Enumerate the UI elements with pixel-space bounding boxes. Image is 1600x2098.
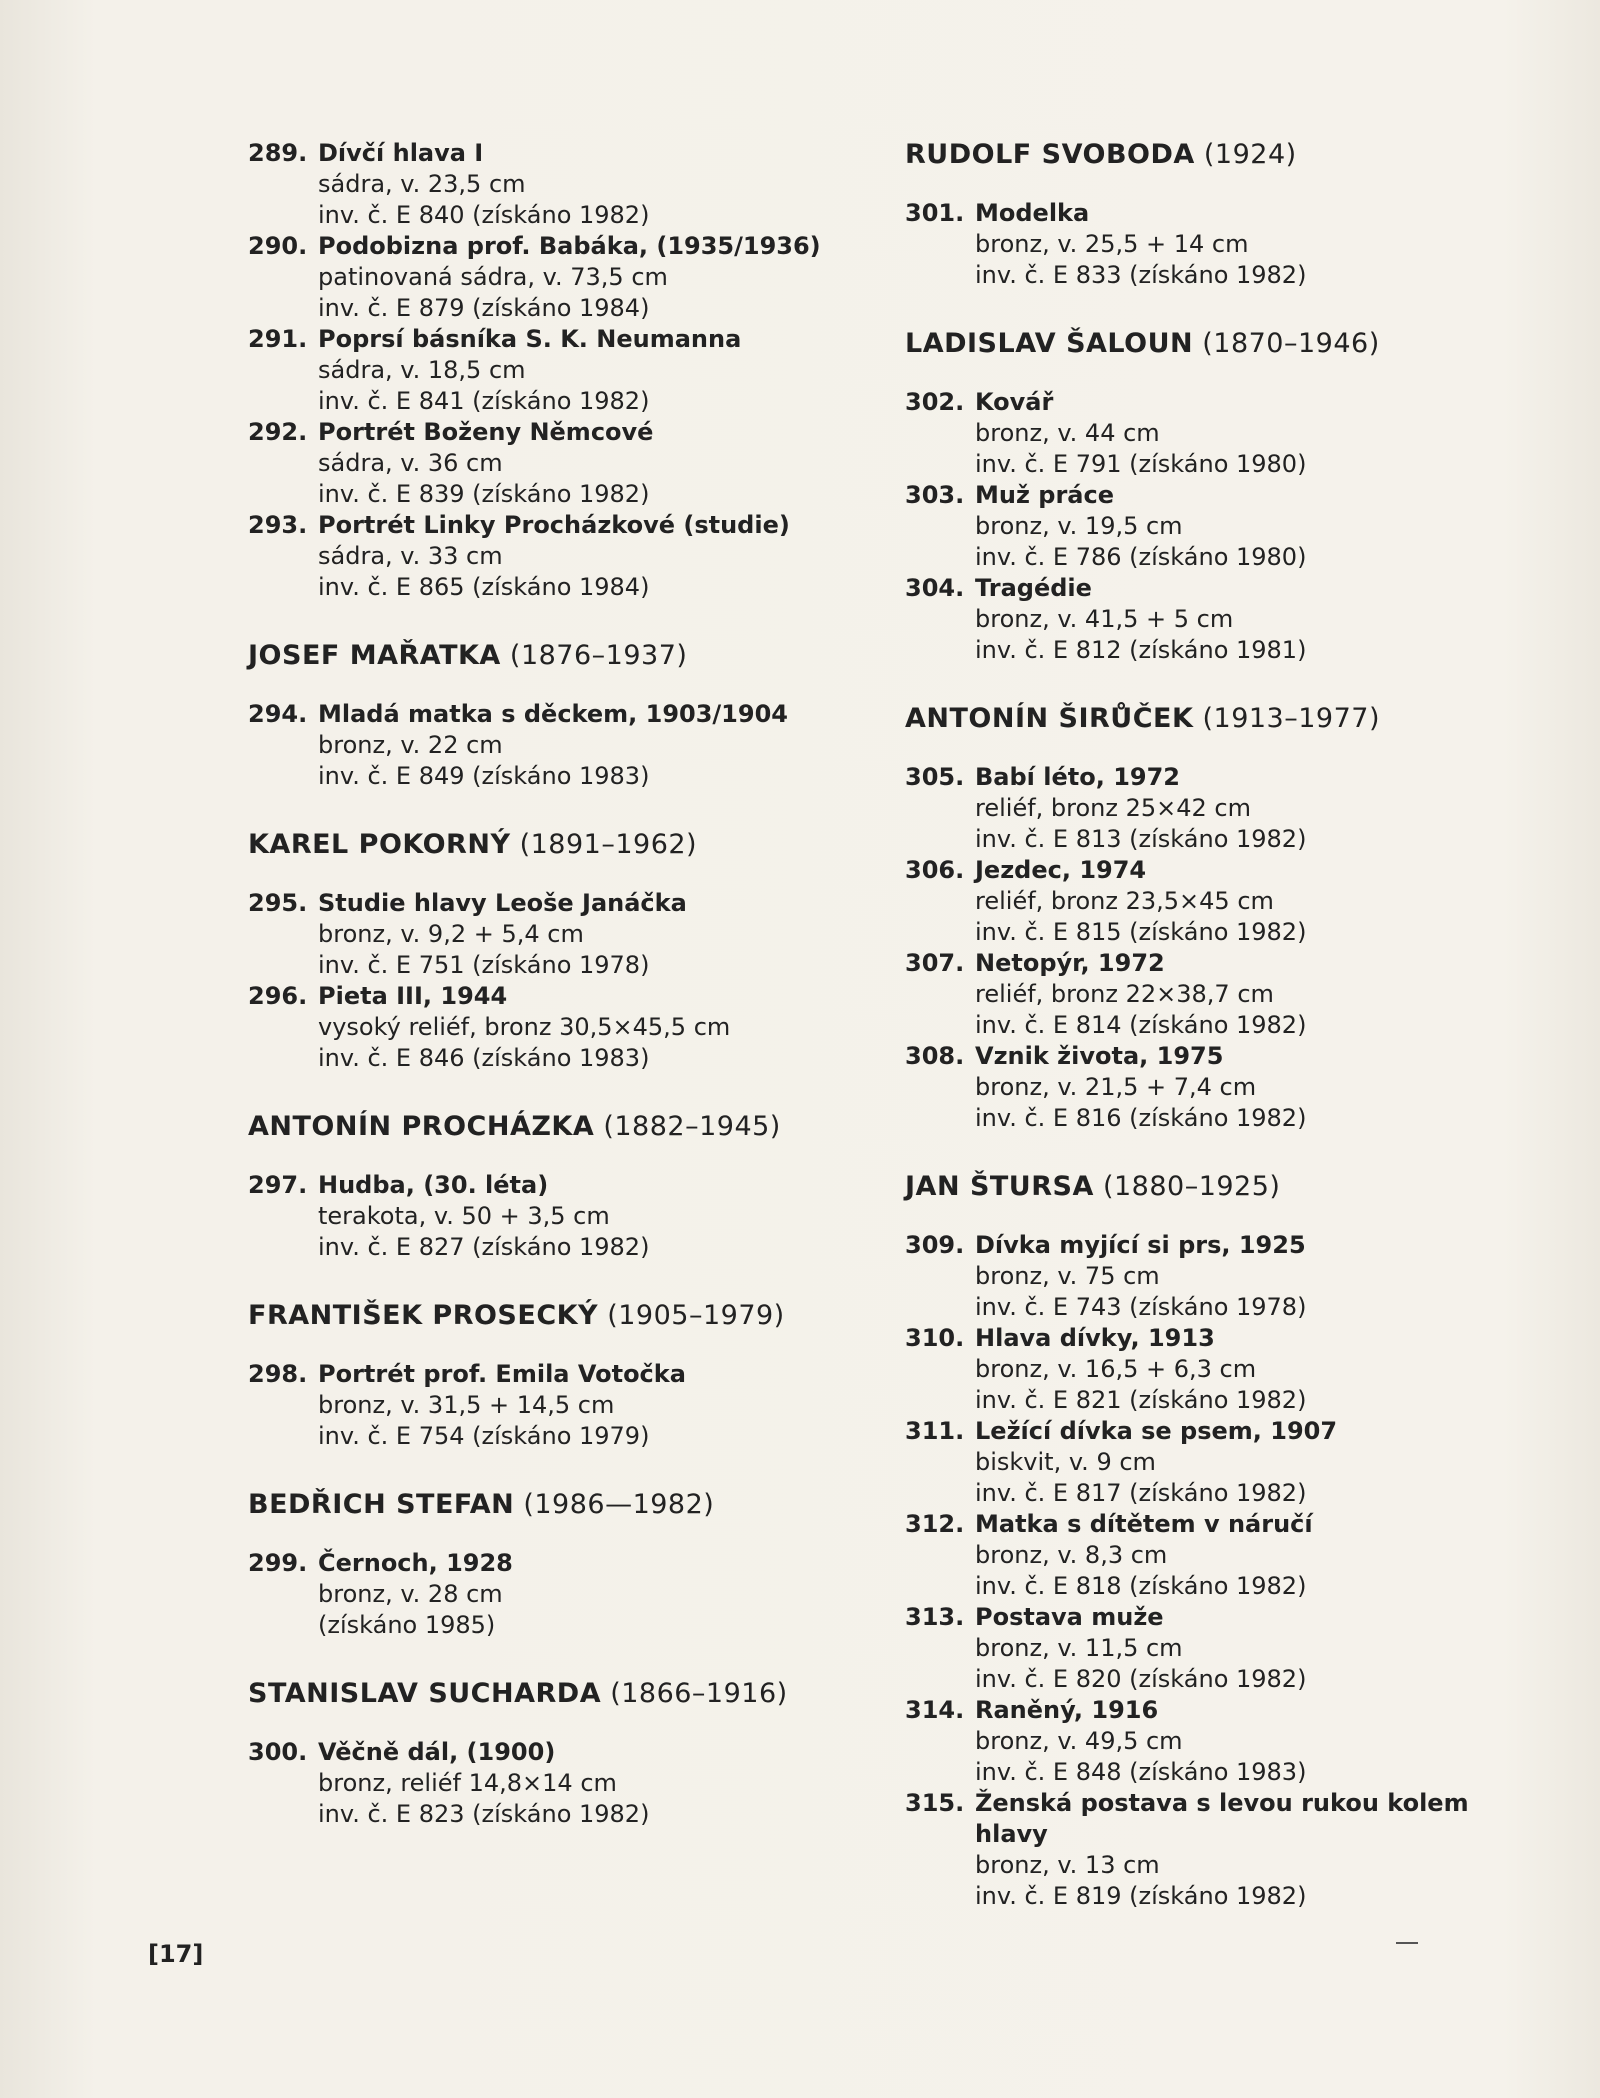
entry-title: Modelka [975,199,1090,227]
entry-number: 308. [905,1042,965,1070]
artist-heading [248,639,848,673]
catalog-entry [248,1548,848,1641]
entry-material: bronz, v. 22 cm [318,731,503,759]
artist-name: ANTONÍN ŠIRŮČEK [905,703,1194,734]
entry-title: Portrét prof. Emila Votočka [318,1360,686,1388]
catalog-entry [248,1359,848,1452]
entry-number: 302. [905,388,965,416]
entry-material: bronz, reliéf 14,8×14 cm [318,1769,617,1797]
entry-number: 290. [248,232,308,260]
entry-title: Raněný, 1916 [975,1696,1159,1724]
entry-title: Tragédie [975,574,1092,602]
entry-title: Matka s dítětem v náručí [975,1510,1313,1538]
catalog-entry [248,981,848,1074]
entry-number: 301. [905,199,965,227]
entry-title: Věčně dál, (1900) [318,1738,556,1766]
entry-number: 292. [248,418,308,446]
entry-inventory: inv. č. E 817 (získáno 1982) [975,1479,1307,1507]
entry-number: 299. [248,1549,308,1577]
entry-number: 297. [248,1171,308,1199]
spacer [248,792,848,828]
catalog-entry [905,1509,1505,1602]
entry-title: Dívka myjící si prs, 1925 [975,1231,1306,1259]
entry-title: Postava muže [975,1603,1164,1631]
entry-material: bronz, v. 49,5 cm [975,1727,1183,1755]
entry-material: bronz, v. 44 cm [975,419,1160,447]
artist-dates: (1986—1982) [523,1489,715,1520]
catalog-entry [248,138,848,231]
entry-inventory: inv. č. E 743 (získáno 1978) [975,1293,1307,1321]
artist-dates: (1905–1979) [607,1300,785,1331]
spacer [248,603,848,639]
catalog-entry [248,231,848,324]
entry-material: bronz, v. 19,5 cm [975,512,1183,540]
entry-inventory: inv. č. E 786 (získáno 1980) [975,543,1307,571]
spacer [905,172,1505,198]
entry-number: 304. [905,574,965,602]
entry-title: Poprsí básníka S. K. Neumanna [318,325,742,353]
spacer [248,1522,848,1548]
artist-dates: (1866–1916) [610,1678,788,1709]
entry-material: reliéf, bronz 25×42 cm [975,794,1251,822]
entry-title: Muž práce [975,481,1115,509]
entry-inventory: inv. č. E 816 (získáno 1982) [975,1104,1307,1132]
entry-number: 289. [248,139,308,167]
artist-name: ANTONÍN PROCHÁZKA [248,1111,595,1142]
catalog-entry [905,1323,1505,1416]
spacer [248,1452,848,1488]
artist-dates: (1924) [1203,139,1297,170]
catalog-entry [248,417,848,510]
spacer [248,1333,848,1359]
entry-inventory: (získáno 1985) [318,1611,496,1639]
entry-inventory: inv. č. E 815 (získáno 1982) [975,918,1307,946]
catalog-entry [905,198,1505,291]
catalog-entry [905,480,1505,573]
entry-inventory: inv. č. E 751 (získáno 1978) [318,951,650,979]
artist-heading [905,702,1505,736]
entry-material: bronz, v. 11,5 cm [975,1634,1183,1662]
entry-material: sádra, v. 18,5 cm [318,356,526,384]
entry-number: 298. [248,1360,308,1388]
entry-inventory: inv. č. E 833 (získáno 1982) [975,261,1307,289]
entry-inventory: inv. č. E 840 (získáno 1982) [318,201,650,229]
artist-name: STANISLAV SUCHARDA [248,1678,602,1709]
artist-heading [905,138,1505,172]
entry-title: Černoch, 1928 [318,1549,513,1577]
entry-title: Dívčí hlava I [318,139,484,167]
artist-heading [248,1488,848,1522]
spacer [248,862,848,888]
entry-material: terakota, v. 50 + 3,5 cm [318,1202,610,1230]
entry-title: Pieta III, 1944 [318,982,508,1010]
entry-material: bronz, v. 25,5 + 14 cm [975,230,1249,258]
entry-inventory: inv. č. E 823 (získáno 1982) [318,1800,650,1828]
catalog-entry [905,387,1505,480]
entry-inventory: inv. č. E 848 (získáno 1983) [975,1758,1307,1786]
spacer [248,1144,848,1170]
entry-material: bronz, v. 41,5 + 5 cm [975,605,1234,633]
entry-number: 293. [248,511,308,539]
entry-inventory: inv. č. E 865 (získáno 1984) [318,573,650,601]
page-number: [17] [148,1940,204,1968]
left-column [248,138,848,1830]
entry-number: 310. [905,1324,965,1352]
catalog-entry [248,1737,848,1830]
entry-inventory: inv. č. E 818 (získáno 1982) [975,1572,1307,1600]
entry-number: 300. [248,1738,308,1766]
artist-dates: (1876–1937) [509,640,688,671]
entry-title: Vznik života, 1975 [975,1042,1224,1070]
entry-inventory: inv. č. E 754 (získáno 1979) [318,1422,650,1450]
entry-material: vysoký reliéf, bronz 30,5×45,5 cm [318,1013,731,1041]
entry-inventory: inv. č. E 791 (získáno 1980) [975,450,1307,478]
artist-name: JAN ŠTURSA [905,1171,1094,1202]
entry-number: 296. [248,982,308,1010]
entry-number: 305. [905,763,965,791]
entry-inventory: inv. č. E 821 (získáno 1982) [975,1386,1307,1414]
entry-material: bronz, v. 28 cm [318,1580,503,1608]
artist-dates: (1882–1945) [603,1111,781,1142]
artist-heading [248,1110,848,1144]
entry-number: 307. [905,949,965,977]
entry-number: 303. [905,481,965,509]
spacer [248,1641,848,1677]
entry-material: bronz, v. 31,5 + 14,5 cm [318,1391,615,1419]
entry-number: 294. [248,700,308,728]
entry-number: 312. [905,1510,965,1538]
spacer [905,361,1505,387]
spacer [905,666,1505,702]
entry-title: Studie hlavy Leoše Janáčka [318,889,687,917]
spacer [905,291,1505,327]
artist-dates: (1870–1946) [1202,328,1380,359]
entry-title: Kovář [975,388,1054,416]
entry-material: sádra, v. 23,5 cm [318,170,526,198]
artist-name: JOSEF MAŘATKA [248,640,501,671]
entry-title: Podobizna prof. Babáka, (1935/1936) [318,232,821,260]
spacer [248,673,848,699]
right-column [905,138,1505,1912]
spacer [248,1711,848,1737]
entry-material: bronz, v. 8,3 cm [975,1541,1168,1569]
artist-name: RUDOLF SVOBODA [905,139,1195,170]
artist-heading [248,1677,848,1711]
artist-name: BEDŘICH STEFAN [248,1489,515,1520]
entry-title: Ženská postava s levou rukou kolem hlavy [975,1789,1469,1848]
entry-material: patinovaná sádra, v. 73,5 cm [318,263,668,291]
catalog-entry [905,855,1505,948]
entry-title: Portrét Linky Procházkové (studie) [318,511,790,539]
entry-inventory: inv. č. E 814 (získáno 1982) [975,1011,1307,1039]
entry-material: bronz, v. 13 cm [975,1851,1160,1879]
artist-heading [905,327,1505,361]
catalog-entry [905,762,1505,855]
margin-dash [1396,1942,1418,1944]
entry-number: 295. [248,889,308,917]
entry-material: bronz, v. 16,5 + 6,3 cm [975,1355,1257,1383]
artist-name: LADISLAV ŠALOUN [905,328,1194,359]
catalog-entry [905,1602,1505,1695]
entry-number: 315. [905,1789,965,1817]
entry-number: 309. [905,1231,965,1259]
artist-name: FRANTIŠEK PROSECKÝ [248,1300,599,1331]
entry-material: bronz, v. 75 cm [975,1262,1160,1290]
entry-number: 306. [905,856,965,884]
entry-inventory: inv. č. E 820 (získáno 1982) [975,1665,1307,1693]
catalog-entry [905,1416,1505,1509]
catalog-entry [248,324,848,417]
entry-inventory: inv. č. E 813 (získáno 1982) [975,825,1307,853]
entry-inventory: inv. č. E 839 (získáno 1982) [318,480,650,508]
artist-heading [905,1170,1505,1204]
entry-number: 291. [248,325,308,353]
entry-number: 311. [905,1417,965,1445]
spacer [248,1263,848,1299]
entry-material: bronz, v. 21,5 + 7,4 cm [975,1073,1257,1101]
entry-inventory: inv. č. E 846 (získáno 1983) [318,1044,650,1072]
catalog-entry [248,1170,848,1263]
entry-inventory: inv. č. E 819 (získáno 1982) [975,1882,1307,1910]
catalog-entry [248,510,848,603]
entry-title: Babí léto, 1972 [975,763,1180,791]
spacer [905,736,1505,762]
entry-material: sádra, v. 36 cm [318,449,503,477]
catalog-entry [905,1788,1505,1912]
entry-title: Portrét Boženy Němcové [318,418,654,446]
entry-title: Hlava dívky, 1913 [975,1324,1215,1352]
entry-material: bronz, v. 9,2 + 5,4 cm [318,920,584,948]
spacer [248,1074,848,1110]
catalog-entry [905,1695,1505,1788]
entry-number: 313. [905,1603,965,1631]
entry-title: Netopýr, 1972 [975,949,1165,977]
spacer [905,1134,1505,1170]
catalog-entry [248,699,848,792]
catalog-entry [905,573,1505,666]
catalog-entry [905,1041,1505,1134]
artist-heading [248,828,848,862]
entry-title: Mladá matka s děckem, 1903/1904 [318,700,788,728]
catalog-entry [905,1230,1505,1323]
entry-inventory: inv. č. E 841 (získáno 1982) [318,387,650,415]
entry-title: Hudba, (30. léta) [318,1171,549,1199]
entry-material: reliéf, bronz 23,5×45 cm [975,887,1274,915]
entry-number: 314. [905,1696,965,1724]
entry-material: sádra, v. 33 cm [318,542,503,570]
artist-dates: (1913–1977) [1202,703,1380,734]
catalog-entry [905,948,1505,1041]
artist-name: KAREL POKORNÝ [248,829,511,860]
entry-title: Ležící dívka se psem, 1907 [975,1417,1338,1445]
catalog-entry [248,888,848,981]
entry-inventory: inv. č. E 812 (získáno 1981) [975,636,1307,664]
entry-inventory: inv. č. E 879 (získáno 1984) [318,294,650,322]
entry-inventory: inv. č. E 849 (získáno 1983) [318,762,650,790]
entry-title: Jezdec, 1974 [975,856,1147,884]
artist-heading [248,1299,848,1333]
artist-dates: (1880–1925) [1102,1171,1281,1202]
entry-material: biskvit, v. 9 cm [975,1448,1156,1476]
entry-inventory: inv. č. E 827 (získáno 1982) [318,1233,650,1261]
spacer [905,1204,1505,1230]
entry-material: reliéf, bronz 22×38,7 cm [975,980,1274,1008]
artist-dates: (1891–1962) [519,829,698,860]
